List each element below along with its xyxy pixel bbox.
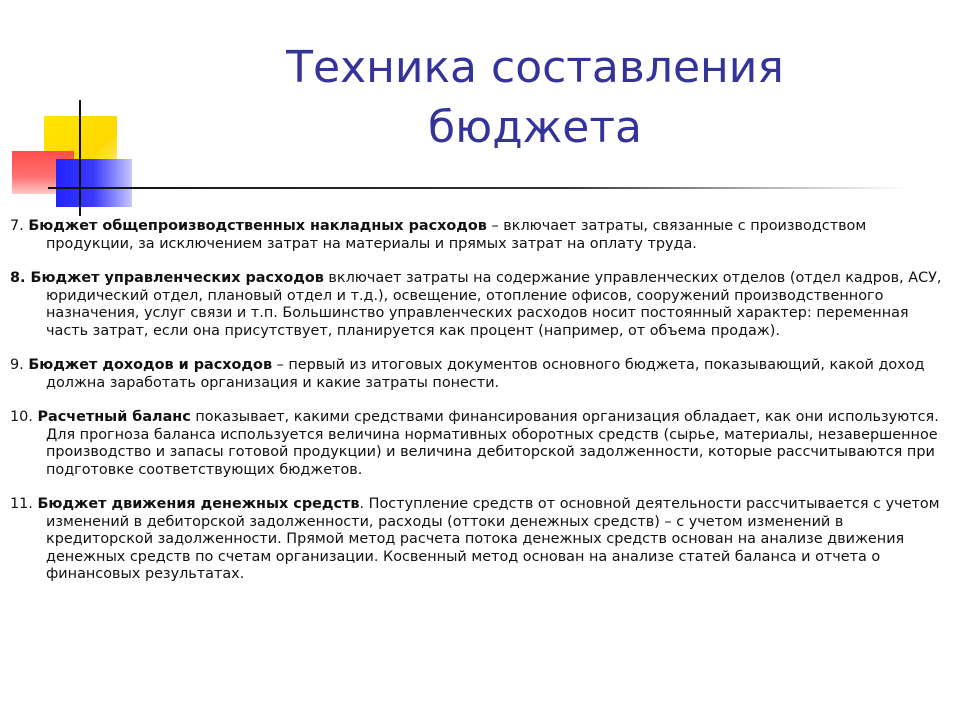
slide-body (10, 218, 945, 601)
list-item-9 (10, 357, 945, 392)
blue-square (56, 159, 132, 207)
item-number: 11. (10, 496, 33, 512)
item-heading: Бюджет движения денежных средств (37, 496, 360, 512)
item-text: показывает, какими средствами финансирования организация обладает, как они используются. Для прогноза баланса используется величина нормативных оборотных средств (сырье, материалы, незавершенное производство и запасы готовой продукции) и величина дебиторской задолженности, которые рассчитываются при подготовке соответствующих бюджетов. (46, 409, 939, 478)
vertical-rule (79, 100, 81, 216)
title-line-2: бюджета (428, 102, 642, 153)
item-heading: Бюджет общепроизводственных накладных расходов (28, 218, 487, 234)
item-heading: Бюджет управленческих расходов (30, 270, 324, 286)
item-text: – первый из итоговых документов основного бюджета, показывающий, какой доход должна заработать организация и какие затраты понести. (46, 357, 925, 391)
list-item-8 (10, 270, 945, 340)
item-number: 10. (10, 409, 33, 425)
item-text: – включает затраты, связанные с производством продукции, за исключением затрат на материалы и прямых затрат на оплату труда. (46, 218, 867, 252)
item-heading: Расчетный баланс (37, 409, 191, 425)
list-item-11 (10, 496, 945, 584)
item-number: 8. (10, 270, 26, 286)
horizontal-rule (48, 187, 908, 189)
slide-title (230, 38, 840, 158)
item-text: . Поступление средств от основной деятельности рассчитывается с учетом изменений в дебиторской задолженности, расходы (оттоки денежных средств) – с учетом изменений в кредиторской задолженности. Прямой метод расчета потока денежных средств основан на анализе движения денежных средств по счетам организации. Косвенный метод основан на анализе статей баланса и отчета о финансовых результатах. (46, 496, 940, 582)
list-item-7 (10, 218, 945, 253)
item-number: 9. (10, 357, 24, 373)
item-text: включает затраты на содержание управленческих отделов (отдел кадров, АСУ, юридический отдел, плановый отдел и т.д.), освещение, отопление офисов, сооружений производственного назначения, услуг связи и т.п. Большинство управленческих расходов носит постоянный характер: переменная часть затрат, если она присутствует, планируется как процент (например, от объема продаж). (46, 270, 942, 339)
item-heading: Бюджет доходов и расходов (28, 357, 273, 373)
list-item-10 (10, 409, 945, 479)
title-line-1: Техника составления (286, 42, 784, 93)
item-number: 7. (10, 218, 24, 234)
